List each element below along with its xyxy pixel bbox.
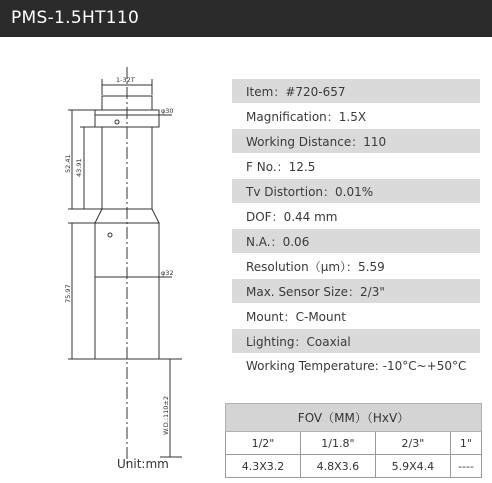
spec-working-temperature: Working Temperature: -10°C~+50°C: [232, 354, 480, 379]
dim-len-b-label: 52.41: [64, 154, 72, 173]
page-title: PMS-1.5HT110: [0, 0, 492, 37]
spec-row: [232, 254, 480, 279]
lens-drawing: [0, 37, 220, 483]
fov-size-cell: 1": [450, 432, 481, 455]
spec-row: [232, 154, 480, 179]
spec-row: [232, 129, 480, 154]
unit-label: Unit:mm: [117, 457, 169, 471]
spec-table: [232, 78, 480, 379]
spec-item: Item：#720-657: [232, 79, 480, 104]
fov-value-cell: ----: [450, 455, 481, 478]
spec-f-no: F No.：12.5: [232, 154, 480, 179]
spec-resolution: Resolution（μm）：5.59: [232, 254, 480, 279]
spec-max-sensor-size: Max. Sensor Size：2/3": [232, 279, 480, 304]
fov-header-row: [226, 404, 482, 432]
fov-value-cell: 5.9X4.4: [375, 455, 450, 478]
fov-table: [225, 403, 482, 478]
spec-row: [232, 279, 480, 304]
fov-size-row: [226, 432, 482, 455]
spec-magnification: Magnification：1.5X: [232, 104, 480, 129]
fov-header: FOV（MM）（HxV）: [226, 404, 482, 432]
fov-size-cell: 1/2": [226, 432, 301, 455]
dim-len-c-label: 75.97: [64, 284, 72, 303]
spec-working-distance: Working Distance：110: [232, 129, 480, 154]
fov-value-row: [226, 455, 482, 478]
spec-row: [232, 179, 480, 204]
dim-dia-lower-label: φ32: [161, 269, 174, 277]
dim-wd-label: W.D.:110±2: [162, 396, 170, 435]
spec-na: N.A.：0.06: [232, 229, 480, 254]
spec-row: [232, 304, 480, 329]
spec-mount: Mount：C-Mount: [232, 304, 480, 329]
spec-lighting: Lighting：Coaxial: [232, 329, 480, 354]
spec-row: [232, 329, 480, 354]
fov-size-cell: 1/1.8": [300, 432, 375, 455]
fov-value-cell: 4.8X3.6: [300, 455, 375, 478]
spec-row: [232, 204, 480, 229]
lens-diagram: [0, 37, 220, 483]
fov-value-cell: 4.3X3.2: [226, 455, 301, 478]
spec-row: [232, 354, 480, 379]
spec-row: [232, 104, 480, 129]
spec-tv-distortion: Tv Distortion：0.01%: [232, 179, 480, 204]
fov-size-cell: 2/3": [375, 432, 450, 455]
dim-len-a-label: 43.91: [75, 158, 83, 177]
dim-dia-upper-label: φ30: [161, 107, 174, 115]
dim-top-label: 1-32T: [116, 76, 135, 84]
spec-row: [232, 229, 480, 254]
spec-dof: DOF：0.44 mm: [232, 204, 480, 229]
spec-row: [232, 79, 480, 104]
